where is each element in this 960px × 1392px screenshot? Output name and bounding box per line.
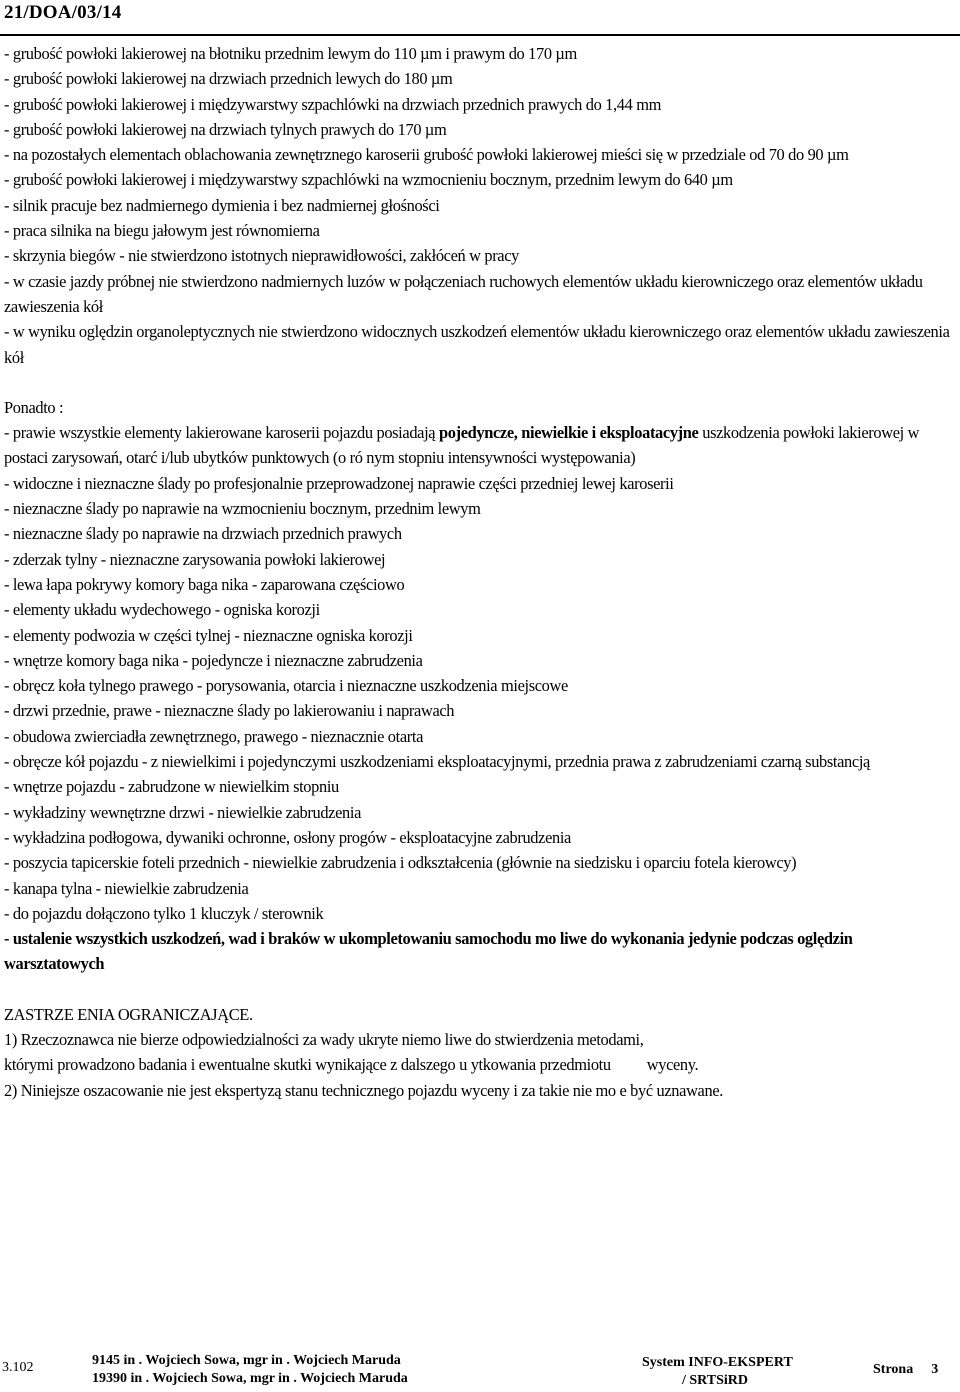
text-segment: którymi prowadzono badania i ewentualne skutki wynikające z dalszego u ytkowania przedmiotu [4, 1055, 611, 1075]
list-item: - na pozostałych elementach oblachowania zewnętrznego karoserii grubość powłoki lakierowej mieści się w przedziale od 70 do 90 µm [4, 145, 849, 165]
list-item: - elementy podwozia w części tylnej - nieznaczne ogniska korozji [4, 625, 413, 645]
list-item: - grubość powłoki lakierowej na błotniku przednim lewym do 110 µm i prawym do 170 µm [4, 44, 577, 63]
list-item: - obręcz koła tylnego prawego - porysowania, otarcia i nieznaczne uszkodzenia miejscowe [4, 676, 568, 696]
list-item: - w czasie jazdy próbnej nie stwierdzono nadmiernych luzów w połączeniach ruchowych elementów układu kierowniczego oraz elementów układu zawieszenia kół [4, 271, 923, 316]
document-id: 21/DOA/03/14 [4, 2, 122, 23]
ponadto-heading: Ponadto : [4, 397, 64, 417]
list-item: - grubość powłoki lakierowej na drzwiach tylnych prawych do 170 µm [4, 119, 447, 139]
list-item: - wnętrze komory baga nika - pojedyncze i nieznaczne zabrudzenia [4, 650, 423, 670]
list-item: - silnik pracuje bez nadmiernego dymienia i bez nadmiernej głośności [4, 195, 440, 215]
authors-line-1: 9145 in . Wojciech Sowa, mgr in . Wojciech Maruda [92, 1353, 401, 1368]
list-item: - skrzynia biegów - nie stwierdzono istotnych nieprawidłowości, zakłóceń w pracy [4, 246, 520, 266]
restriction-item-1: 1) Rzeczoznawca nie bierze odpowiedzialności za wady ukryte niemo liwe do stwierdzenia metodami, [4, 1029, 644, 1049]
footer-system [642, 1354, 793, 1390]
list-item: - obudowa zwierciadła zewnętrznego, prawego - nieznacznie otarta [4, 726, 424, 746]
list-item: - elementy układu wydechowego - ogniska korozji [4, 600, 320, 620]
system-name: System INFO-EKSPERT [642, 1355, 793, 1370]
spacer [4, 370, 954, 395]
list-item: - drzwi przednie, prawe - nieznaczne ślady po lakierowaniu i naprawach [4, 701, 455, 721]
list-item: - kanapa tylna - niewielkie zabrudzenia [4, 878, 249, 898]
document-body [4, 41, 954, 1103]
list-item: - praca silnika na biegu jałowym jest równomierna [4, 221, 320, 241]
list-item: - grubość powłoki lakierowej i międzywarstwy szpachlówki na drzwiach przednich prawych do 1,44 mm [4, 94, 661, 114]
page-code: 3.102 [2, 1360, 34, 1375]
list-item: - poszycia tapicerskie foteli przednich - niewielkie zabrudzenia i odkształcenia (głównie na siedzisku i oparciu fotela kierowcy) [4, 853, 797, 873]
system-org: / SRTSiRD [682, 1373, 749, 1388]
restriction-item-1-cont [4, 1052, 954, 1077]
list-item: - zderzak tylny - nieznaczne zarysowania powłoki lakierowej [4, 549, 386, 569]
text-segment: uszkodzenia powłoki lakierowej w postaci zarysowań, otarć i/lub ubytków punktowych (o ró nym stopniu intensywności występowania) [4, 423, 920, 468]
page-footer [0, 1350, 960, 1390]
emphasis-text: pojedyncze, niewielkie i eksploatacyjne [438, 423, 699, 443]
text-segment: wyceny. [646, 1055, 699, 1075]
list-item: - lewa łapa pokrywy komory baga nika - zaparowana częściowo [4, 574, 405, 594]
list-item: - obręcze kół pojazdu - z niewielkimi i pojedynczymi uszkodzeniami eksploatacyjnymi, przednia prawa z zabrudzeniami czarną substancją [4, 752, 870, 772]
footer-authors [92, 1352, 408, 1388]
list-item: - wnętrze pojazdu - zabrudzone w niewielkim stopniu [4, 777, 339, 797]
header-rule [0, 34, 960, 36]
list-item: - w wyniku oględzin organoleptycznych nie stwierdzono widocznych uszkodzeń elementów układu kierowniczego oraz elementów układu zawieszenia kół [4, 322, 950, 367]
restriction-item-2: 2) Niniejsze oszacowanie nie jest ekspertyzą stanu technicznego pojazdu wyceny i za takie nie mo e być uznawane. [4, 1080, 724, 1100]
bold-statement: - ustalenie wszystkich uszkodzeń, wad i braków w ukompletowaniu samochodu mo liwe do wykonania jedynie podczas oględzin warsztatowych [4, 929, 853, 974]
text-segment: - prawie wszystkie elementy lakierowane karoserii pojazdu posiadają [4, 423, 439, 443]
list-item: - nieznaczne ślady po naprawie na wzmocnieniu bocznym, przednim lewym [4, 499, 481, 519]
list-item: - grubość powłoki lakierowej na drzwiach przednich lewych do 180 µm [4, 69, 453, 89]
spacer [4, 977, 954, 1002]
page-label: Strona [873, 1362, 914, 1377]
list-item: - widoczne i nieznaczne ślady po profesjonalnie przeprowadzonej naprawie części przedniej lewej karoserii [4, 473, 674, 493]
restrictions-heading: ZASTRZE ENIA OGRANICZAJĄCE. [4, 1004, 253, 1024]
list-item: - nieznaczne ślady po naprawie na drzwiach przednich prawych [4, 524, 402, 544]
list-item: - grubość powłoki lakierowej i międzywarstwy szpachlówki na wzmocnieniu bocznym, przednim lewym do 640 µm [4, 170, 733, 190]
authors-line-2: 19390 in . Wojciech Sowa, mgr in . Wojciech Maruda [92, 1371, 408, 1386]
page-number-block [873, 1362, 938, 1378]
page-number: 3 [931, 1362, 939, 1377]
list-item [4, 420, 954, 471]
list-item: - wykładzina podłogowa, dywaniki ochronne, osłony progów - eksploatacyjne zabrudzenia [4, 827, 571, 847]
list-item: - do pojazdu dołączono tylko 1 kluczyk / sterownik [4, 903, 324, 923]
list-item: - wykładziny wewnętrzne drzwi - niewielkie zabrudzenia [4, 802, 362, 822]
